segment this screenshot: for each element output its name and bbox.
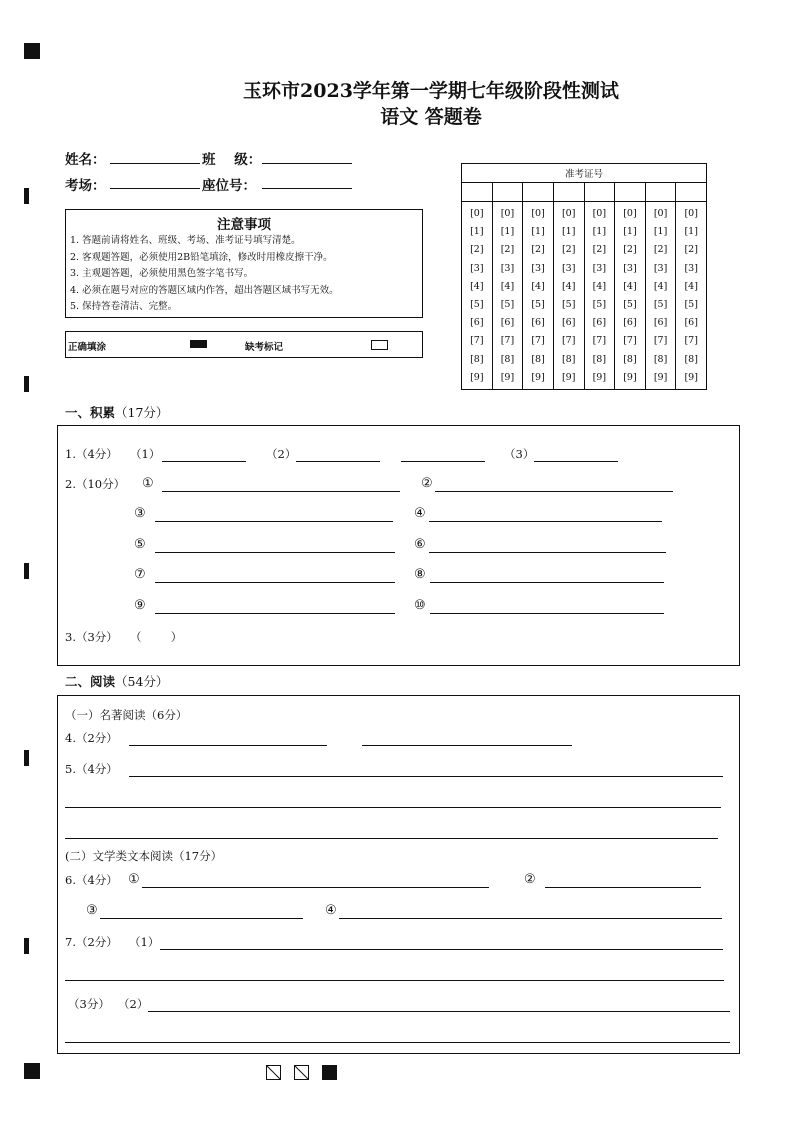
q2-answer-10[interactable] — [430, 613, 664, 614]
exam-id-bubble[interactable]: [8] — [531, 353, 545, 365]
exam-id-label: 准考证号 — [462, 164, 707, 183]
exam-id-bubble[interactable]: [1] — [561, 226, 576, 238]
exam-id-column — [645, 202, 676, 390]
q2-mark-7: ⑦ — [134, 567, 146, 582]
exam-id-bubble[interactable]: [7] — [592, 335, 607, 347]
exam-id-bubble[interactable]: [1] — [500, 226, 515, 238]
exam-id-bubble[interactable]: [5] — [623, 298, 637, 310]
exam-id-bubble[interactable]: [1] — [592, 226, 607, 238]
exam-id-bubble[interactable]: [0] — [653, 208, 668, 219]
exam-id-column — [553, 202, 584, 390]
exam-id-digit-box[interactable] — [523, 183, 554, 202]
exam-id-column — [676, 202, 707, 390]
exam-id-bubble[interactable]: [5] — [592, 298, 607, 310]
exam-id-bubble[interactable]: [0] — [470, 208, 484, 219]
exam-id-bubble[interactable]: [3] — [592, 262, 607, 274]
exam-id-bubble[interactable]: [8] — [592, 353, 607, 365]
q2-answer-4[interactable] — [429, 521, 662, 522]
exam-id-bubble[interactable]: [5] — [684, 298, 698, 310]
notice-item: 4. 必须在题号对应的答题区域内作答，超出答题区域书写无效。 — [70, 284, 339, 296]
exam-id-bubble[interactable]: [4] — [500, 280, 515, 292]
part1-heading: （一）名著阅读（6分） — [65, 708, 188, 722]
q6-mark-2: ② — [524, 872, 536, 887]
exam-id-bubble[interactable]: [4] — [653, 280, 668, 292]
q2-mark-5: ⑤ — [134, 537, 146, 552]
exam-id-bubble[interactable]: [7] — [684, 335, 698, 347]
exam-id-bubble[interactable]: [3] — [470, 262, 484, 274]
q5-answer-line-3[interactable] — [65, 838, 718, 839]
exam-id-bubble[interactable]: [8] — [561, 353, 576, 365]
exam-id-bubble[interactable]: [1] — [531, 226, 545, 238]
q1-part2-answer-b[interactable] — [401, 461, 485, 462]
exam-id-bubble[interactable]: [2] — [531, 244, 545, 256]
exam-id-grid — [461, 163, 707, 390]
q7-part2-label: （2） — [118, 997, 149, 1011]
q7-answer-2[interactable] — [148, 1011, 730, 1012]
q2-answer-5[interactable] — [155, 552, 395, 553]
q1-part3-answer[interactable] — [534, 461, 618, 462]
exam-id-bubble[interactable]: [1] — [470, 226, 484, 238]
corner-mark-top-left — [24, 43, 40, 59]
q6-mark-4: ④ — [325, 903, 337, 918]
q6-mark-1: ① — [128, 872, 140, 887]
q2-mark-9: ⑨ — [134, 598, 146, 613]
q7b-label: （3分） — [68, 997, 110, 1011]
notice-title: 注意事项 — [217, 217, 271, 233]
exam-id-column — [492, 202, 523, 390]
exam-id-digit-box[interactable] — [462, 183, 493, 202]
absent-mark-checkbox[interactable] — [371, 340, 388, 350]
q6-answer-3[interactable] — [100, 918, 303, 919]
exam-id-digit-box[interactable] — [676, 183, 707, 202]
section1-heading: 一、积累（17分） — [65, 405, 169, 420]
q3-label: 3.（3分） — [65, 630, 118, 644]
exam-id-bubble[interactable]: [9] — [500, 371, 515, 383]
exam-id-bubble[interactable]: [8] — [470, 353, 484, 365]
exam-id-column — [462, 202, 493, 390]
exam-id-bubble[interactable]: [1] — [623, 226, 637, 238]
exam-id-digit-box[interactable] — [553, 183, 584, 202]
q1-part3-label: （3） — [504, 447, 535, 461]
side-mark — [24, 938, 29, 954]
exam-id-bubble[interactable]: [2] — [684, 244, 698, 256]
exam-id-bubble[interactable]: [8] — [684, 353, 698, 365]
exam-id-bubble[interactable]: [9] — [470, 371, 484, 383]
exam-id-bubble[interactable]: [4] — [623, 280, 637, 292]
exam-id-bubble[interactable]: [3] — [531, 262, 545, 274]
notice-item: 2. 客观题答题，必须使用2B铅笔填涂，修改时用橡皮擦干净。 — [70, 251, 333, 263]
q5-answer-line-1[interactable] — [129, 776, 723, 777]
exam-id-bubble[interactable]: [7] — [623, 335, 637, 347]
exam-title: 玉环市2023学年第一学期七年级阶段性测试 — [243, 80, 619, 102]
q6-answer-2[interactable] — [545, 887, 701, 888]
exam-id-bubble[interactable]: [0] — [531, 208, 545, 219]
side-mark — [24, 750, 29, 766]
correct-fill-label: 正确填涂 — [68, 342, 107, 353]
exam-id-bubble[interactable]: [6] — [592, 317, 607, 329]
side-mark — [24, 188, 29, 204]
q4-answer-b[interactable] — [362, 745, 572, 746]
exam-id-bubble[interactable]: [4] — [561, 280, 576, 292]
q7-label: 7.（2分） — [65, 935, 118, 949]
exam-id-bubble[interactable]: [9] — [592, 371, 607, 383]
exam-id-bubble[interactable]: [2] — [592, 244, 607, 256]
q7-part1-label: （1） — [129, 935, 160, 949]
exam-id-bubble[interactable]: [4] — [470, 280, 484, 292]
corner-mark-bottom-left — [24, 1063, 40, 1079]
exam-id-bubble[interactable]: [2] — [623, 244, 637, 256]
correct-fill-sample — [190, 340, 207, 348]
side-mark — [24, 563, 29, 579]
seat-label: 座位号： — [202, 178, 256, 194]
part2-heading: (二）文学类文本阅读（17分） — [65, 849, 223, 863]
q2-mark-2: ② — [421, 476, 433, 491]
exam-subtitle: 语文 答题卷 — [380, 106, 482, 128]
exam-id-bubble[interactable]: [4] — [531, 280, 545, 292]
q6-answer-1[interactable] — [142, 887, 489, 888]
class-field[interactable] — [262, 163, 352, 164]
q2-answer-3[interactable] — [155, 521, 393, 522]
q5-answer-line-2[interactable] — [65, 807, 721, 808]
exam-id-bubble[interactable]: [3] — [684, 262, 698, 274]
exam-id-bubble[interactable]: [8] — [623, 353, 637, 365]
q2-mark-6: ⑥ — [414, 537, 426, 552]
q2-answer-1[interactable] — [162, 491, 400, 492]
exam-id-bubble[interactable]: [2] — [561, 244, 576, 256]
exam-id-bubble[interactable]: [2] — [470, 244, 484, 256]
notice-item: 5. 保持答卷清洁、完整。 — [70, 301, 178, 312]
notice-item: 3. 主观题答题，必须使用黑色签字笔书写。 — [70, 268, 254, 279]
q2-answer-2[interactable] — [435, 491, 673, 492]
section2-heading: 二、阅读（54分） — [65, 674, 169, 689]
exam-id-bubble[interactable]: [9] — [531, 371, 545, 383]
exam-id-bubble[interactable]: [4] — [684, 280, 698, 292]
q1-label: 1.（4分） — [65, 447, 118, 461]
exam-id-bubble[interactable]: [5] — [531, 298, 545, 310]
exam-id-bubble[interactable]: [2] — [500, 244, 515, 256]
q7-answer-1[interactable] — [160, 949, 723, 950]
exam-id-bubble[interactable]: [7] — [653, 335, 668, 347]
notice-box — [65, 209, 423, 318]
room-field[interactable] — [110, 188, 200, 189]
exam-id-bubble[interactable]: [6] — [531, 317, 545, 329]
exam-id-digit-box[interactable] — [492, 183, 523, 202]
page-code-box-filled — [322, 1065, 337, 1080]
notice-item: 1. 答题前请将姓名、班级、考场、准考证号填写清楚。 — [70, 235, 301, 246]
exam-id-bubble[interactable]: [3] — [500, 262, 515, 274]
q4-label: 4.（2分） — [65, 731, 118, 745]
absent-mark-label: 缺考标记 — [245, 342, 284, 353]
exam-id-digit-box[interactable] — [584, 183, 615, 202]
exam-id-digit-box[interactable] — [645, 183, 676, 202]
q4-answer-a[interactable] — [129, 745, 327, 746]
q7-answer-1b[interactable] — [65, 980, 724, 981]
exam-id-bubble[interactable]: [9] — [684, 371, 698, 383]
q6-answer-4[interactable] — [339, 918, 722, 919]
q7-answer-2b[interactable] — [65, 1042, 730, 1043]
exam-id-column — [523, 202, 554, 390]
q2-mark-4: ④ — [414, 506, 426, 521]
seat-field[interactable] — [262, 188, 352, 189]
exam-id-bubble[interactable]: [0] — [684, 208, 698, 219]
exam-id-bubble[interactable]: [8] — [500, 353, 515, 365]
q2-label: 2.（10分） — [65, 477, 126, 491]
page-code-box — [266, 1065, 281, 1080]
section2-answer-area — [57, 695, 740, 1054]
exam-id-bubble[interactable]: [5] — [500, 298, 515, 310]
room-label: 考场： — [65, 178, 106, 194]
exam-id-bubble[interactable]: [3] — [653, 262, 668, 274]
exam-id-bubble[interactable]: [0] — [592, 208, 607, 219]
exam-id-bubble[interactable]: [5] — [653, 298, 668, 310]
side-mark — [24, 376, 29, 392]
q5-label: 5.（4分） — [65, 762, 118, 776]
exam-id-bubble[interactable]: [9] — [653, 371, 668, 383]
exam-id-bubble[interactable]: [0] — [500, 208, 515, 219]
q2-mark-1: ① — [142, 476, 154, 491]
q6-mark-3: ③ — [86, 903, 98, 918]
q3-answer-paren[interactable]: （ ） — [130, 630, 183, 644]
exam-id-bubble[interactable]: [6] — [470, 317, 484, 329]
exam-id-bubble[interactable]: [7] — [531, 335, 545, 347]
exam-id-digit-box[interactable] — [615, 183, 646, 202]
exam-id-bubble[interactable]: [6] — [623, 317, 637, 329]
exam-id-bubble[interactable]: [4] — [592, 280, 607, 292]
exam-id-bubble[interactable]: [6] — [653, 317, 668, 329]
exam-id-bubble[interactable]: [9] — [561, 371, 576, 383]
q6-label: 6.（4分） — [65, 873, 118, 887]
exam-id-bubble[interactable]: [1] — [653, 226, 668, 238]
q1-part2-answer-a[interactable] — [296, 461, 380, 462]
fill-example-box — [65, 331, 423, 358]
q2-mark-3: ③ — [134, 506, 146, 521]
exam-id-bubble[interactable]: [7] — [561, 335, 576, 347]
q1-part1-label: （1） — [130, 447, 161, 461]
exam-id-bubble[interactable]: [7] — [470, 335, 484, 347]
q2-mark-10: ⑩ — [414, 598, 426, 613]
exam-id-bubble[interactable]: [0] — [623, 208, 637, 219]
name-field[interactable] — [110, 163, 200, 164]
q2-answer-7[interactable] — [155, 582, 395, 583]
exam-id-bubble[interactable]: [2] — [653, 244, 668, 256]
q2-answer-9[interactable] — [155, 613, 395, 614]
name-label: 姓名： — [65, 152, 106, 168]
exam-id-bubble[interactable]: [6] — [684, 317, 698, 329]
exam-id-bubble[interactable]: [5] — [470, 298, 484, 310]
exam-id-column — [615, 202, 646, 390]
q2-answer-6[interactable] — [429, 552, 666, 553]
page-code-box — [294, 1065, 309, 1080]
exam-id-bubble[interactable]: [7] — [500, 335, 515, 347]
exam-id-bubble[interactable]: [3] — [623, 262, 637, 274]
class-label: 班 级： — [202, 152, 262, 168]
exam-id-bubble[interactable]: [5] — [561, 298, 576, 310]
q1-part1-answer[interactable] — [162, 461, 246, 462]
q2-answer-8[interactable] — [430, 582, 664, 583]
exam-id-bubble[interactable]: [1] — [684, 226, 698, 238]
exam-id-bubble[interactable]: [0] — [561, 208, 576, 219]
q1-part2-label: （2） — [266, 447, 297, 461]
exam-id-bubble[interactable]: [9] — [623, 371, 637, 383]
exam-id-bubble[interactable]: [6] — [561, 317, 576, 329]
exam-id-column — [584, 202, 615, 390]
exam-id-bubble[interactable]: [3] — [561, 262, 576, 274]
q2-mark-8: ⑧ — [414, 567, 426, 582]
exam-id-bubble[interactable]: [6] — [500, 317, 515, 329]
exam-id-bubble[interactable]: [8] — [653, 353, 668, 365]
